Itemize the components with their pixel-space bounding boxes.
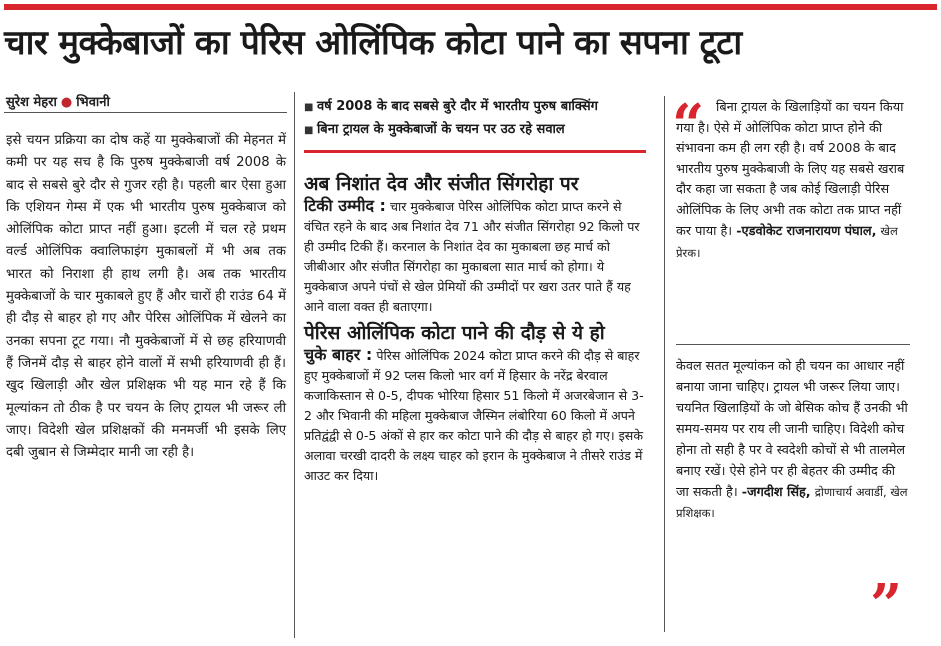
top-red-rule [4, 4, 937, 10]
byline [6, 92, 110, 110]
quote-role: द्रोणाचार्य अवार्डी, खेल प्रशिक्षक। [676, 485, 908, 520]
bullet-dot-icon: ● [60, 95, 73, 110]
byline-place: भिवानी [76, 95, 110, 110]
byline-divider [4, 112, 287, 113]
open-quote-icon: “ [672, 92, 705, 158]
quote-divider [676, 344, 910, 345]
section-body: पेरिस ओलिंपिक 2024 कोटा प्राप्त करने की दौड़ से बाहर हुए मुक्केबाजों में 92 प्लस किलो भार वर्ग में हिसार के नरेंद्र बेरवाल कजाकिस्तान से 0-5, दीपक भोरिया हिसार 51 किलो में अजरबेजान से 3-2 और भिवानी की महिला मुक्केबाज जैस्मिन लंबोरिया 60 किलो में अपने प्रतिद्वंद्वी से 0-5 अंकों से हार कर कोटा पाने की दौड़ से बाहर हो गए। इसके अलावा चरखी दादरी के लक्ष्य चाहर को इरान के मुक्केबाज ने तीसरे राउंड में आउट कर दिया। [304, 348, 644, 483]
quote-text: बिना ट्रायल के खिलाड़ियों का चयन किया गया है। ऐसे में ओलिंपिक कोटा प्राप्त होने की संभावना कम ही लग रही है। वर्ष 2008 के बाद भारतीय पुरुष मुक्केबाजी के लिए यह सबसे खराब दौर कहा जा सकता है जब कोई खिलाड़ी पेरिस ओलिंपिक के लिए अभी तक कोटा तक प्राप्त नहीं कर पाया है। [676, 100, 905, 239]
article-body-column-2 [304, 172, 644, 490]
subheading: पेरिस ओलिंपिक कोटा पाने की दौड़ से ये हो [304, 322, 605, 344]
column-divider-1 [294, 92, 295, 638]
headline: चार मुक्केबाजों का पेरिस ओलिंपिक कोटा पाने का सपना टूटा [4, 23, 742, 63]
byline-author: सुरेश मेहरा [6, 95, 57, 110]
close-quote-icon: ” [870, 572, 903, 638]
highlights-divider [304, 150, 646, 153]
section-body: चार मुक्केबाज पेरिस ओलिंपिक कोटा प्राप्त करने से वंचित रहने के बाद अब निशांत देव 71 और संजीत सिंगरोहा 92 किलो पर ही उम्मीद टिकी हैं। करनाल के निशांत देव का मुकाबला छह मार्च को जीबीआर और संजीत सिंगरोहा का मुकाबला सात मार्च को होगा। ये मुक्केबाज अपने पंचों से खेल प्रेमियों की उम्मीदों पर खरा उतर पाते हैं यह आने वाला वक्त ही बताएगा। [304, 199, 640, 314]
subheading: अब निशांत देव और संजीत सिंगरोहा पर [304, 173, 579, 195]
quote-signature: -जगदीश सिंह, [741, 485, 811, 500]
highlight-item: ■ वर्ष 2008 के बाद सबसे बुरे दौर में भारतीय पुरुष बाक्सिंग [304, 96, 646, 119]
quote-text: केवल सतत मूल्यांकन को ही चयन का आधार नहीं बनाया जाना चाहिए। ट्रायल भी जरूर लिया जाए। चयनित खिलाड़ियों के जो बेसिक कोच हैं उनकी भी समय-समय पर राय ली जानी चाहिए। विदेशी कोच होना तो सही है पर वे स्वदेशी कोचों से भी तालमेल बनाए रखें। ऐसे होने पर ही बेहतर की उम्मीद की जा सकती है। [676, 359, 908, 500]
quote-signature: -एडवोकेट राजनारायण पंघाल, [736, 224, 877, 239]
quote-role: खेल प्रेरक। [676, 224, 898, 260]
column-divider-2 [664, 96, 665, 632]
article-body-column-1: इसे चयन प्रक्रिया का दोष कहें या मुक्केबाजों की मेहनत में कमी पर यह सच है कि पुरुष मुक्केबाजी वर्ष 2008 के बाद से सबसे बुरे दौर से गुजर रही है। पहली बार ऐसा हुआ कि एशियन गेम्स में एक भी भारतीय पुरुष मुक्केबाज को ओलिंपिक कोटा प्राप्त नहीं हुआ। इटली में चल रहे प्रथम वर्ल्ड ओलिंपिक क्वालिफाइंग मुकाबलों में भी अब तक भारत को निराशा ही हाथ लगी है। अब तक भारतीय मुक्केबाजों के चार मुकाबले हुए हैं और चारों ही राउंड 64 में ही दौड़ से बाहर हो गए और पेरिस ओलिंपिक में खेलने का उनका सपना टूट गया। नौ मुक्केबाजों में से छह हरियाणवी हैं जिनमें दौड़ से बाहर होने वालों में सभी हरियाणवी ही हैं। खुद खिलाड़ी और खेल प्रशिक्षक भी यह मान रहे हैं कि मूल्यांकन तो ठीक है पर चयन के लिए ट्रायल भी जरूर ली जाए। विदेशी खेल प्रशिक्षकों की मनमर्जी भी इसके लिए दबी जुबान से जिम्मेदार मानी जा रही है। [6, 133, 286, 461]
quote-box-1 [676, 98, 910, 264]
highlights [304, 96, 646, 142]
quote-box-2 [676, 356, 910, 524]
highlight-item: ■ बिना ट्रायल के मुक्केबाजों के चयन पर उठ रहे सवाल [304, 119, 646, 142]
subheading-lead: चुके बाहर : [304, 345, 373, 364]
subheading-lead: टिकी उम्मीद : [304, 196, 386, 215]
